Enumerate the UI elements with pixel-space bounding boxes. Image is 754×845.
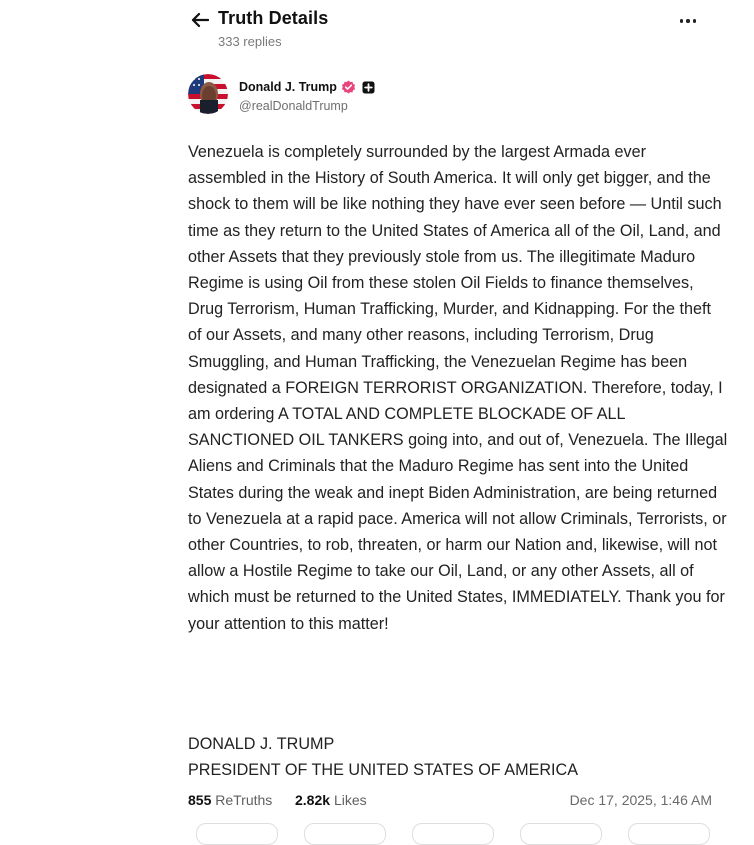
post-text: Venezuela is completely surrounded by the largest Armada ever assembled in the History of South America. It will only get bigger, and the shock to them will be like nothing they have ever seen before — Until such time as they return to the United States of America all of the Oil, Land, and other Assets that they previously stole from us. The illegitimate Maduro Regime is using Oil from these stolen Oil Fields to finance themselves, Drug Terrorism, Human Trafficking, Murder, and Kidnapping. For the theft of our Assets, and many other reasons, including Terrorism, Drug Smuggling, and Human Trafficking, the Venezuelan Regime has been designated a FOREIGN TERRORIST ORGANIZATION. Therefore, today, I am ordering A TOTAL AND COMPLETE BLOCKADE OF ALL SANCTIONED OIL TANKERS going into, and out of, Venezuela. The Illegal Aliens and Criminals that the Maduro Regime has sent into the United States during the weak and inept Biden Administration, are being returned to Venezuela at a rapid pace. America will not allow Criminals, Terrorists, or other Countries, to rob, threaten, or harm our Nation and, likewise, will not allow a Hostile Regime to take our Oil, Land, or any other Assets, all of which must be returned to the United States, IMMEDIATELY. Thank you for your attention to this matter! [188, 143, 728, 633]
back-button[interactable] [188, 10, 212, 30]
signature-name: DONALD J. TRUMP [188, 735, 335, 753]
replies-count: 333 replies [218, 34, 282, 49]
post-author [188, 74, 708, 118]
signature-title: PRESIDENT OF THE UNITED STATES OF AMERICA [188, 761, 579, 779]
arrow-left-icon [191, 12, 209, 28]
post-signature [188, 731, 728, 783]
more-options-button[interactable] [676, 12, 700, 30]
avatar[interactable] [188, 74, 228, 114]
likes-label: Likes [333, 792, 367, 808]
likes-stat[interactable] [295, 792, 367, 808]
verified-badge-icon [341, 80, 356, 95]
more-horizontal-icon [680, 19, 684, 23]
retruths-label: ReTruths [215, 792, 273, 808]
retruth-button[interactable] [304, 823, 386, 845]
reply-button[interactable] [196, 823, 278, 845]
likes-count: 2.82k [295, 792, 331, 808]
author-name-row [239, 79, 375, 95]
page-header [188, 8, 708, 54]
bookmark-button[interactable] [628, 823, 710, 845]
post-timestamp: Dec 17, 2025, 1:46 AM [569, 792, 712, 808]
post-actions-bar [188, 823, 708, 835]
share-button[interactable] [520, 823, 602, 845]
avatar-image [188, 74, 228, 114]
retruths-count: 855 [188, 792, 212, 808]
plus-badge-icon [362, 81, 375, 94]
author-handle[interactable]: @realDonaldTrump [239, 99, 348, 113]
author-display-name[interactable]: Donald J. Trump [239, 80, 337, 94]
post-stats [188, 792, 712, 812]
page-title: Truth Details [218, 8, 329, 28]
retruths-stat[interactable] [188, 792, 272, 808]
like-button[interactable] [412, 823, 494, 845]
truth-details-page [168, 0, 728, 829]
